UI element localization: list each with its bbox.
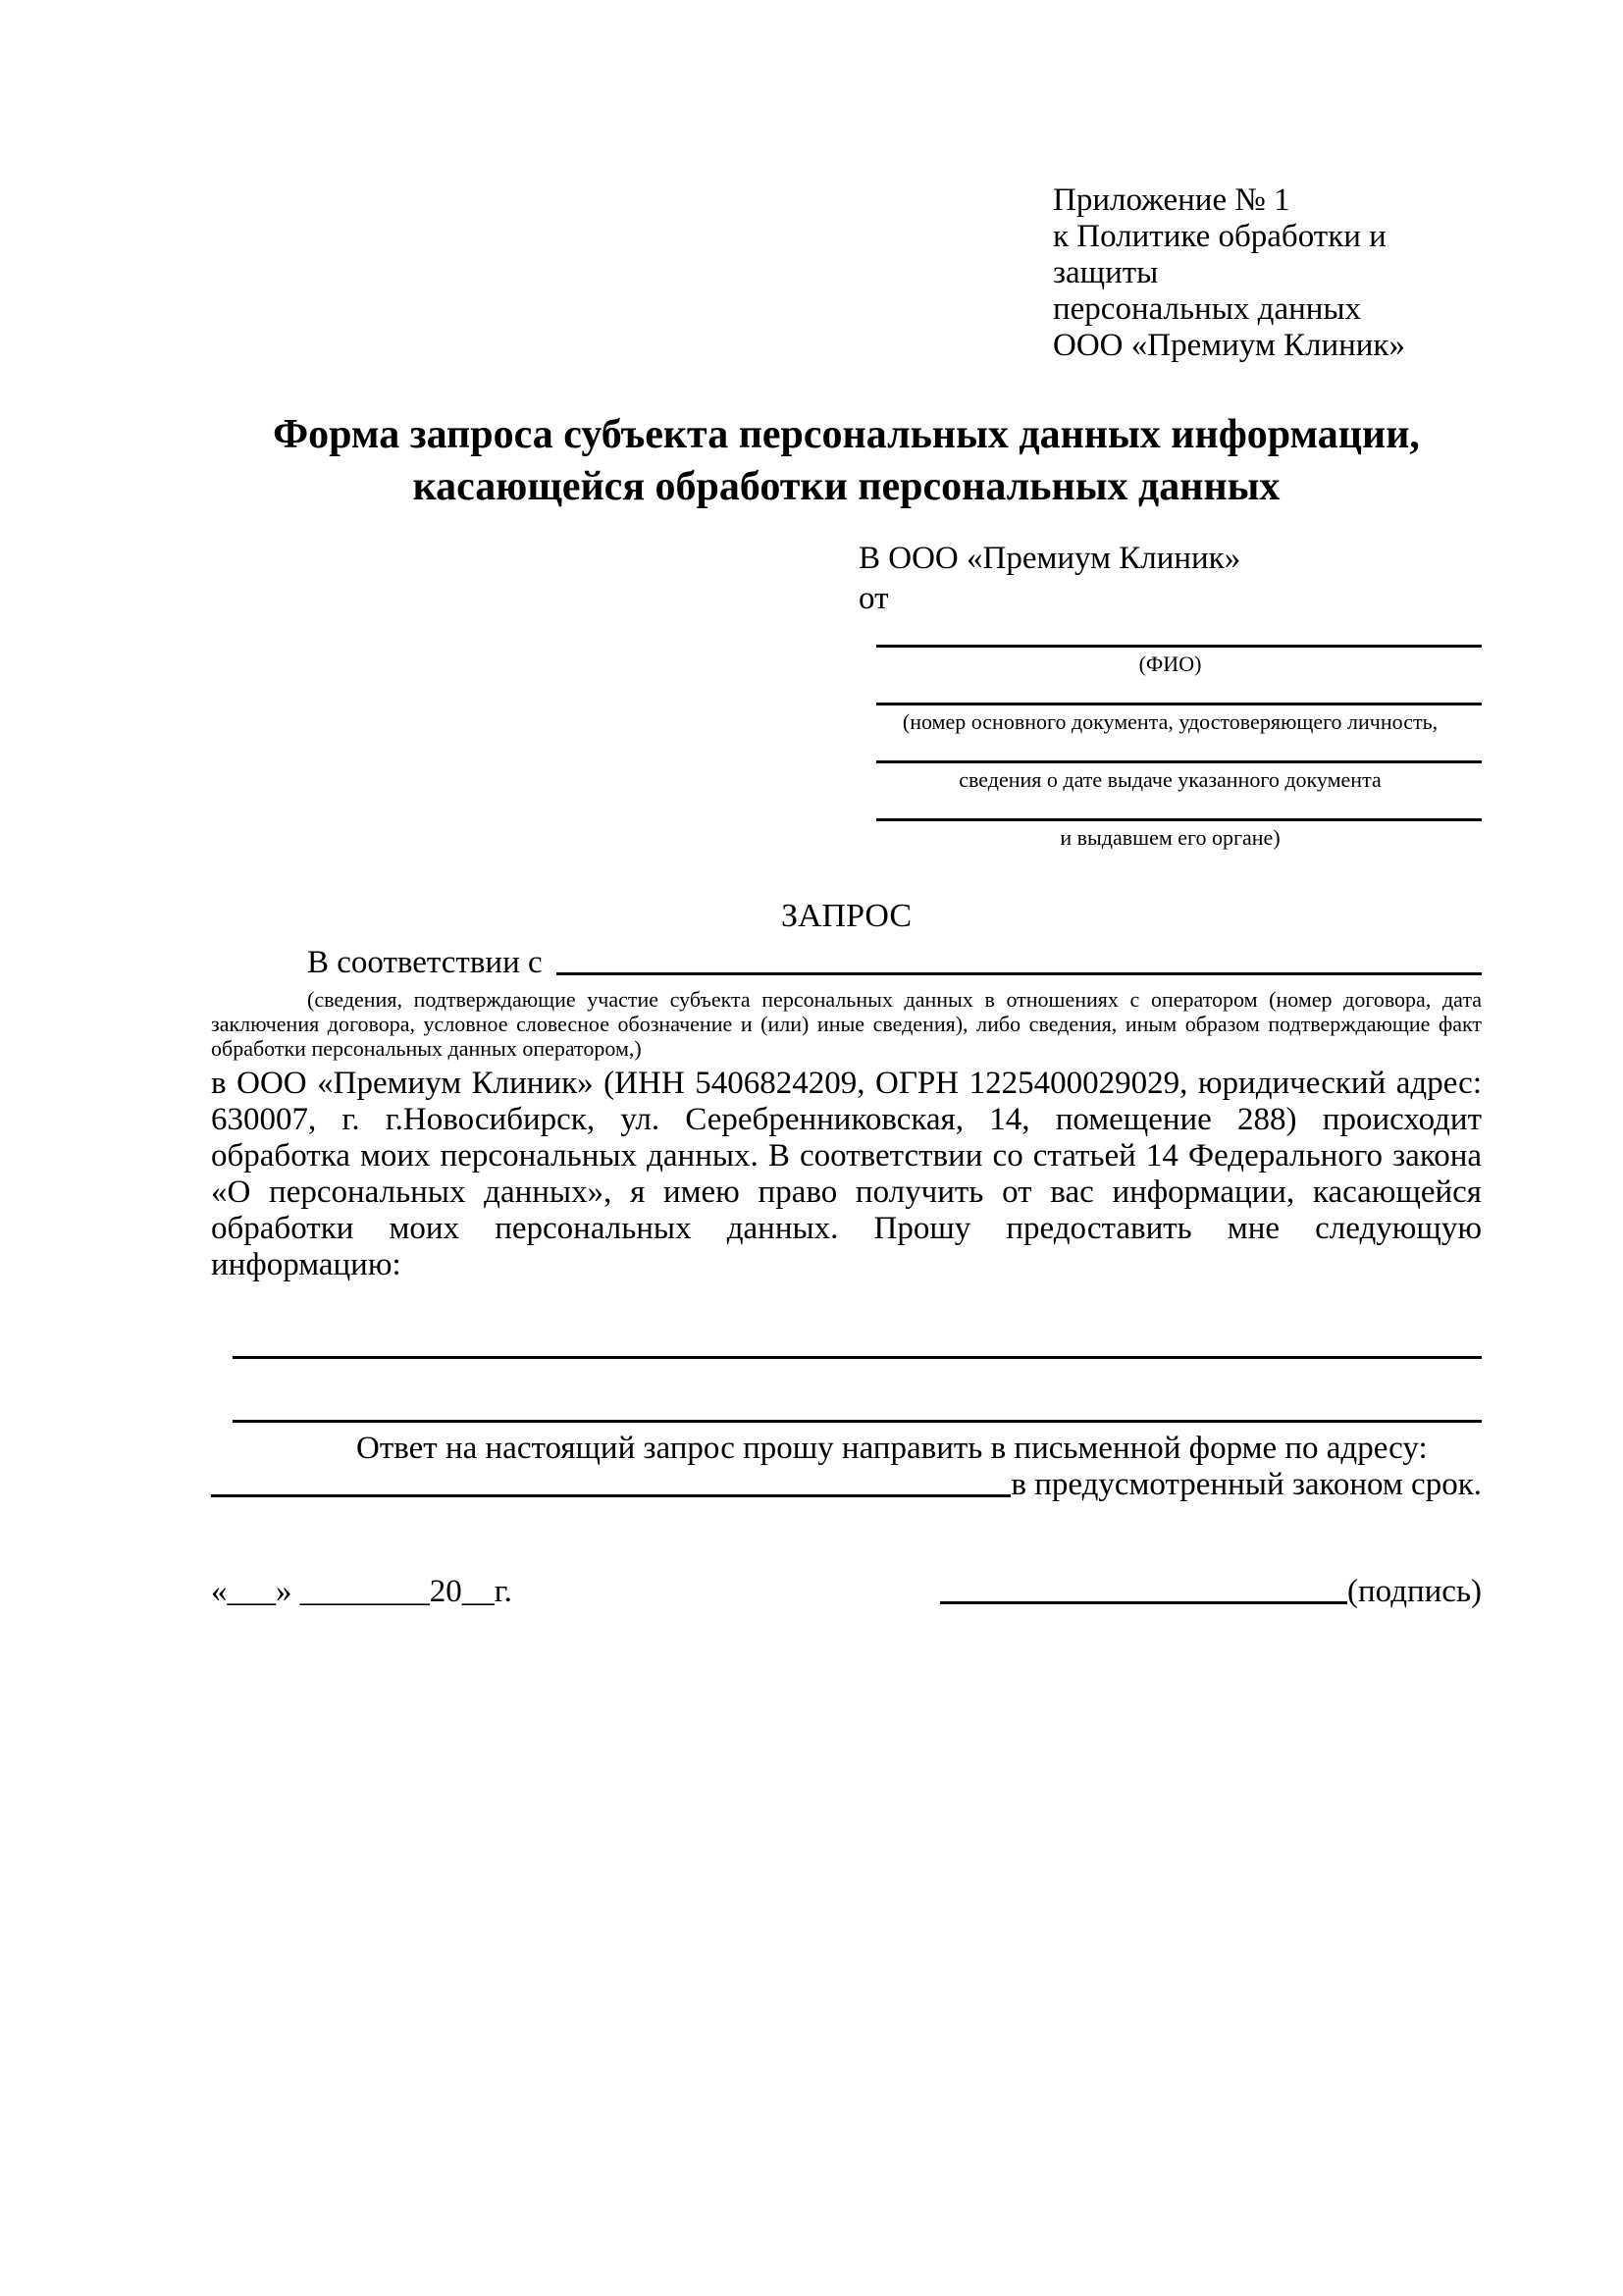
appendix-line-3: персональных данных [1053,291,1362,327]
reply-address-line [211,1467,1482,1503]
signature-area [940,1574,1482,1610]
document-number-field [859,703,1482,735]
info-blank-line-2 [233,1420,1482,1423]
footer-row [211,1574,1482,1610]
appendix-block [1053,183,1482,364]
appendix-line-2: к Политике обработки и защиты [1053,219,1387,290]
issuing-authority-field-label: и выдавшем его органе) [1060,825,1281,850]
signature-label: (подпись) [1347,1574,1482,1609]
issuing-authority-blank-line [876,818,1482,821]
issue-date-field-label: сведения о дате выдаче указанного документа [959,767,1382,792]
signature-blank-line [940,1601,1347,1604]
addressee-block [859,539,1482,851]
reply-deadline-text: в предусмотренный законом срок. [1011,1467,1482,1502]
issuing-authority-field [859,818,1482,851]
accordance-label: В соответствии с [307,945,543,980]
document-number-field-label: (номер основного документа, удостоверяющего личность, [902,709,1439,734]
document-title-line-1: Форма запроса субъекта персональных данных информации, [273,412,1420,457]
fio-field [859,645,1482,677]
document-title-line-2: касающейся обработки персональных данных [412,464,1281,509]
reply-paragraph: Ответ на настоящий запрос прошу направить в письменной форме по адресу: [356,1431,1428,1466]
accordance-blank-line [556,972,1482,975]
document-number-blank-line [876,703,1482,705]
address-blank-line [211,1494,1011,1497]
issue-date-field [859,760,1482,793]
body-paragraph: в ООО «Премиум Клиник» (ИНН 5406824209, ОГРН 1225400029029, юридический адрес: 630007, г. г.Новосибирск, ул. Серебренниковская, 14, помещение 288) происходит обработка моих персональных данных. В соответствии со статьей 14 Федерального закона «О персональных данных», я имею право получить от вас информации, касающейся обработки моих персональных данных. Прошу предоставить мне следующую информацию: [211,1066,1482,1282]
info-blank-line-1 [233,1356,1482,1359]
appendix-line-1: Приложение № 1 [1053,183,1290,218]
addressee-from: от [859,581,889,616]
appendix-line-4: ООО «Премиум Клиник» [1053,328,1405,363]
addressee-to: В ООО «Премиум Клиник» [859,541,1241,576]
footnote-text: (сведения, подтверждающие участие субъекта персональных данных в отношениях с оператором (номер договора, дата заключения договора, условное словесное обозначение и (или) иные сведения), либо сведения, иным образом подтверждающие факт обработки персональных данных оператором,) [211,987,1482,1061]
accordance-line [211,945,1482,981]
fio-blank-line [876,645,1482,648]
request-heading: ЗАПРОС [780,898,913,934]
date-line: «___» ________20__г. [211,1574,512,1609]
fio-field-label: (ФИО) [1138,652,1202,676]
issue-date-blank-line [876,760,1482,763]
document-title [211,409,1482,513]
